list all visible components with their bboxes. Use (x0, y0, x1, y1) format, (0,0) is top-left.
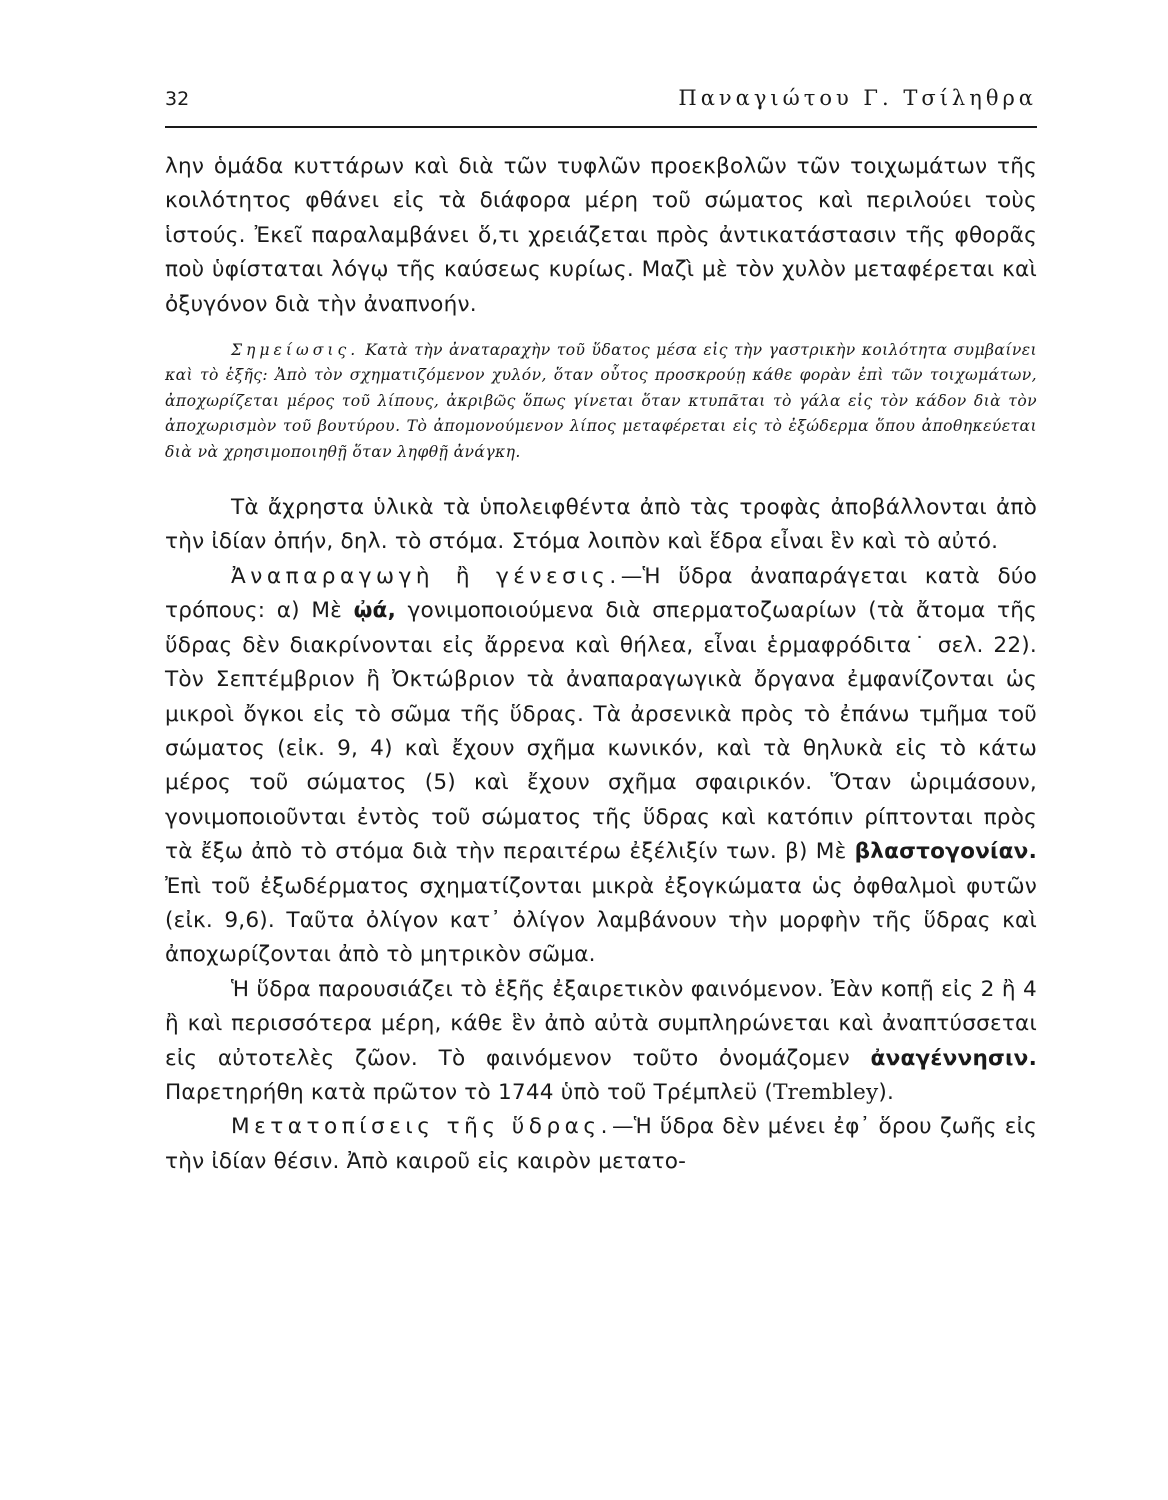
regeneration-text-c: ). (878, 1079, 895, 1105)
body-text (165, 150, 1037, 1179)
paragraph-movement (165, 1110, 1037, 1179)
paragraph-waste: Τὰ ἄχρηστα ὑλικὰ τὰ ὑπολειφθέντα ἀπὸ τὰς τροφὰς ἀποβάλλονται ἀπὸ τὴν ἰδίαν ὀπήν, δηλ. τὸ στόμα. Στόμα λοιπὸν καὶ ἕδρα εἶναι ἓν καὶ τὸ αὐτό. (165, 495, 1037, 555)
term-eggs: ᾠά, (353, 598, 396, 624)
regeneration-text-a: Ἡ ὕδρα παρουσιάζει τὸ ἑξῆς ἐξαιρετικὸν φαινόμενον. Ἐὰν κοπῇ εἰς 2 ἢ 4 ἢ καὶ περισσότερα μέρη, κάθε ἓν ἀπὸ αὐτὰ συμπληρώνεται καὶ ἀναπτύσσεται εἰς αὐτοτελὲς ζῶον. Τὸ φαινόμενον τοῦτο ὀνομάζομεν (165, 976, 1037, 1071)
page-header (165, 82, 1037, 128)
section-heading-reproduction: Ἀναπαραγωγὴ ἢ γένεσις. (231, 563, 621, 589)
term-regeneration: ἀναγέννησιν. (870, 1045, 1037, 1071)
name-trembley: Trembley (773, 1079, 879, 1105)
section-heading-movement: Μετατοπίσεις τῆς ὕδρας. (231, 1114, 612, 1140)
paragraph-reproduction (165, 560, 1037, 973)
footnote (165, 338, 1037, 465)
paragraph-regeneration (165, 973, 1037, 1111)
reproduction-text-c: Ἐπὶ τοῦ ἐξωδέρματος σχηματίζονται μικρὰ ἐξογκώματα ὡς ὀφθαλμοὶ φυτῶν (εἰκ. 9,6). Ταῦτα ὀλίγον κατ᾽ ὀλίγον λαμβάνουν τὴν μορφὴν τῆς ὕδρας καὶ ἀποχωρίζονται ἀπὸ τὸ μητρικὸν σῶμα. (165, 873, 1037, 968)
reproduction-text-b: γονιμοποιούμενα διὰ σπερματοζωαρίων (τὰ ἄτομα τῆς ὕδρας δὲν διακρίνονται εἰς ἄρρενα καὶ θήλεα, εἶναι ἑρμαφρόδιτα˙ σελ. 22). Τὸν Σεπτέμβριον ἢ Ὀκτώβριον τὰ ἀναπαραγωγικὰ ὄργανα ἐμφανίζονται ὡς μικροὶ ὄγκοι εἰς τὸ σῶμα τῆς ὕδρας. Τὰ ἀρσενικὰ πρὸς τὸ ἐπάνω τμῆμα τοῦ σώματος (εἰκ. 9, 4) καὶ ἔχουν σχῆμα κωνικόν, καὶ τὰ θηλυκὰ εἰς τὸ κάτω μέρος τοῦ σώματος (5) καὶ ἔχουν σχῆμα σφαιρικόν. Ὅταν ὡριμάσουν, γονιμοποιοῦνται ἐντὸς τοῦ σώματος τῆς ὕδρας καὶ κατόπιν ρίπτονται πρὸς τὰ ἔξω ἀπὸ τὸ στόμα διὰ τὴν περαιτέρω ἐξέλιξίν των. β) Μὲ (165, 598, 1037, 865)
note-label: Σημείωσις. (231, 341, 360, 360)
term-budding: βλαστογονίαν. (854, 839, 1037, 865)
paragraph-chyle: λην ὁμάδα κυττάρων καὶ διὰ τῶν τυφλῶν προεκβολῶν τῶν τοιχωμάτων τῆς κοιλότητος φθάνει εἰς τὰ διάφορα μέρη τοῦ σώματος καὶ περιλούει τοὺς ἱστούς. Ἐκεῖ παραλαμβάνει ὅ,τι χρειάζεται πρὸς ἀντικατάστασιν τῆς φθορᾶς ποὺ ὑφίσταται λόγῳ τῆς καύσεως κυρίως. Μαζὶ μὲ τὸν χυλὸν μεταφέρεται καὶ ὀξυγόνον διὰ τὴν ἀναπνοήν. (165, 154, 1037, 317)
page-number: 32 (165, 88, 190, 110)
regeneration-text-b: Παρετηρήθη κατὰ πρῶτον τὸ 1744 ὑπὸ τοῦ Τρέμπλεϋ ( (165, 1079, 774, 1105)
reproduction-text-a: —Ἡ ὕδρα ἀναπαράγεται κατὰ δύο τρόπους: α) Μὲ (165, 563, 1037, 624)
note-text: Κατὰ τὴν ἀναταραχὴν τοῦ ὕδατος μέσα εἰς τὴν γαστρικὴν κοιλότητα συμβαίνει καὶ τὸ ἑξῆς: Ἀπὸ τὸν σχηματιζόμενον χυλόν, ὅταν οὗτος προσκρούῃ κάθε φορὰν ἐπὶ τῶν τοιχωμάτων, ἀποχωρίζεται μέρος τοῦ λίπους, ἀκριβῶς ὅπως γίνεται ὅταν κτυπᾶται τὸ γάλα εἰς τὸν κάδον διὰ τὸν ἀποχωρισμὸν τοῦ βουτύρου. Τὸ ἀπομονούμενον λίπος μεταφέρεται εἰς τὸ ἐξώδερμα ὅπου ἀποθηκεύεται διὰ νὰ χρησιμοποιηθῇ ὅταν ληφθῇ ἀνάγκη. (165, 341, 1037, 461)
movement-text: —Ἡ ὕδρα δὲν μένει ἐφ᾽ ὅρου ζωῆς εἰς τὴν ἰδίαν θέσιν. Ἀπὸ καιροῦ εἰς καιρὸν μετατο- (165, 1114, 1038, 1174)
running-head: Παναγιώτου Γ. Τσίληθρα (678, 86, 1037, 110)
